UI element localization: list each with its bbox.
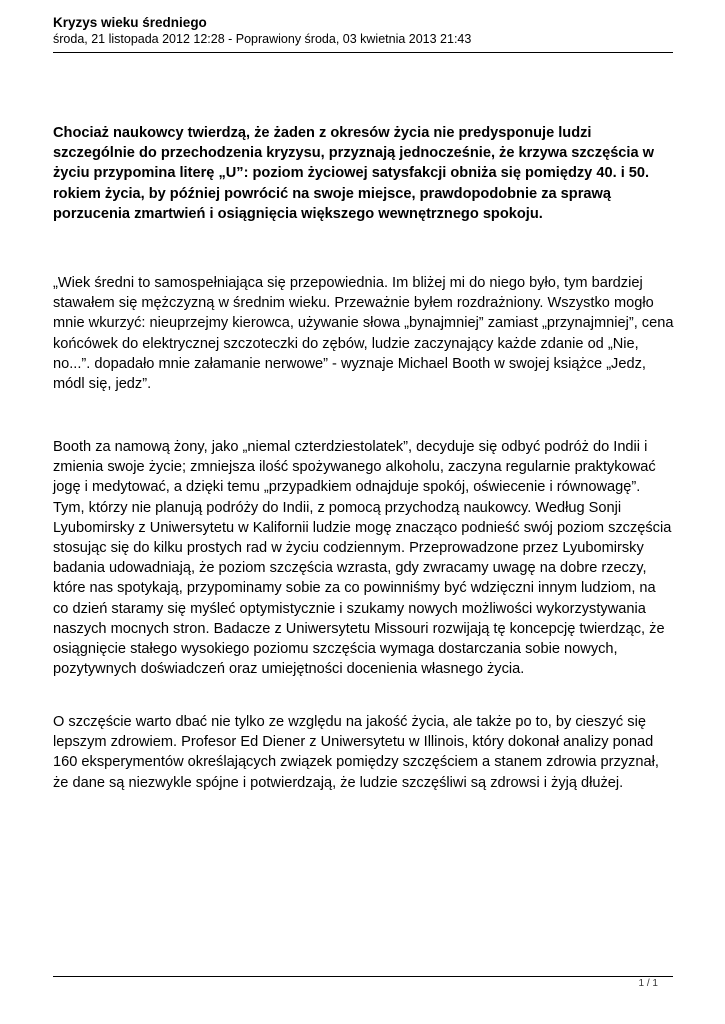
header-divider	[53, 52, 673, 53]
document-title: Kryzys wieku średniego	[53, 15, 207, 30]
article-lead: Chociaż naukowcy twierdzą, że żaden z okresów życia nie predysponuje ludzi szczególnie do przechodzenia kryzysu, przyznają jednocześnie, że krzywa szczęścia w życiu przypomina literę „U”: poziom życiowej satysfakcji obniża się pomiędzy 40. i 50. rokiem życia, by później powrócić na swoje miejsce, prawdopodobnie za sprawą porzucenia zmartwień i osiągnięcia większego wewnętrznego spokoju.	[53, 125, 655, 222]
article-paragraph-1: „Wiek średni to samospełniająca się przepowiednia. Im bliżej mi do niego było, tym bardziej stawałem się mężczyzną w średnim wieku. Przeważnie byłem rozdrażniony. Wszystko mogło mnie wkurzyć: nieuprzejmy kierowca, używanie słowa „bynajmniej” zamiast „przynajmniej”, cena końcówek do elektrycznej szczoteczki do zębów, ludzie zaczynający każde zdanie od „Nie, no...”. dopadało mnie załamanie nerwowe” - wyznaje Michael Booth w swojej książce „Jedz, módl się, jedz”.	[53, 275, 674, 393]
footer-divider	[53, 976, 673, 977]
article-paragraph-2: Booth za namową żony, jako „niemal czterdziestolatek”, decyduje się odbyć podróż do Indii i zmienia swoje życie; zmniejsza ilość spożywanego alkoholu, zaczyna regularnie praktykować jogę i medytować, a dzięki temu „przypadkiem odnajduje spokój, oświecenie i równowagę”. Tym, którzy nie planują podróży do Indii, z pomocą przychodzą naukowcy. Według Sonji Lyubomirsky z Uniwersytetu w Kalifornii ludzie mogę znacząco podnieść swój poziom szczęścia stosując się do kilku prostych rad w życiu codziennym. Przeprowadzone przez Lyubomirsky badania udowadniają, że poziom szczęścia wzrasta, gdy zwracamy uwagę na dobre rzeczy, które nas spotykają, przypominamy sobie za co powinniśmy być wdzięczni innym ludziom, na co dzień staramy się myśleć optymistycznie i szukamy nowych możliwości wykorzystywania naszych mocnych stron. Badacze z Uniwersytetu Missouri rozwijają tę koncepcję twierdząc, że osiągnięcie stałego wysokiego poziomu szczęścia wymaga dostarczania sobie nowych, pozytywnych doświadczeń oraz umiejętności docenienia własnego życia.	[53, 439, 672, 678]
document-header	[53, 14, 673, 47]
document-date-meta: środa, 21 listopada 2012 12:28 - Poprawiony środa, 03 kwietnia 2013 21:43	[53, 32, 472, 46]
article-paragraph-3: O szczęście warto dbać nie tylko ze względu na jakość życia, ale także po to, by cieszyć się lepszym zdrowiem. Profesor Ed Diener z Uniwersytetu w Illinois, który dokonał analizy ponad 160 eksperymentów określających związek pomiędzy szczęściem a stanem zdrowia przyznał, że dane są niezwykle spójne i potwierdzają, że ludzie szczęśliwi są zdrowsi i żyją dłużej.	[53, 714, 659, 791]
page-number: 1 / 1	[638, 978, 658, 989]
